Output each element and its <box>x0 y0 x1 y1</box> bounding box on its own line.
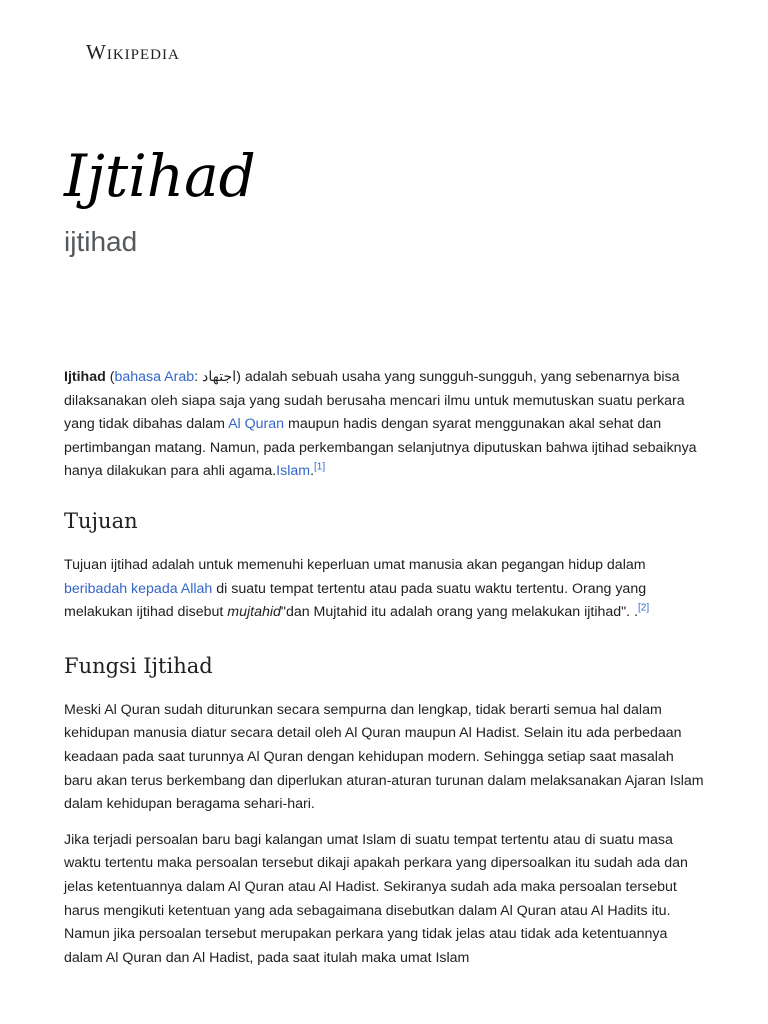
page-title: Ijtihad <box>64 142 256 210</box>
tujuan-mujtahid: mujtahid <box>227 604 281 621</box>
intro-open-paren: ( <box>105 369 115 385</box>
tujuan-text-1: Tujuan ijtihad adalah untuk memenuhi keperluan umat manusia akan pegangan hidup dalam <box>64 556 646 573</box>
heading-fungsi-ijtihad: Fungsi Ijtihad <box>64 653 213 678</box>
article-content <box>64 366 704 982</box>
intro-text-1: ) adalah sebuah usaha yang sungguh-sungguh, yang sebenarnya bisa dilaksanakan oleh siapa saja yang sudah berusaha mencari ilmu untuk memutuskan suatu perkara yang tidak dibahas dalam <box>64 369 685 433</box>
link-bahasa-arab[interactable]: bahasa Arab <box>114 369 195 385</box>
tujuan-paragraph <box>64 554 704 625</box>
page-subtitle: ijtihad <box>64 226 138 257</box>
link-beribadah-kepada-allah[interactable]: beribadah kepada Allah <box>64 580 213 597</box>
intro-paragraph <box>64 366 704 484</box>
reference-1[interactable]: [1] <box>314 461 326 473</box>
wikipedia-logo[interactable]: Wikipedia <box>86 40 180 64</box>
link-islam[interactable]: Islam <box>276 463 311 480</box>
link-al-quran[interactable]: Al Quran <box>228 416 285 433</box>
intro-arabic: : اجتهاد <box>194 369 237 385</box>
intro-text-2: maupun hadis dengan syarat menggunakan akal sehat dan pertimbangan matang. Namun, pada perkembangan selanjutnya diputuskan bahwa ijtihad sebaiknya hanya dilakukan para ahli agama. <box>64 416 697 480</box>
intro-term: Ijtihad <box>64 369 106 385</box>
tujuan-text-2: di suatu tempat tertentu atau pada suatu waktu tertentu. Orang yang melakukan ijtihad disebut <box>64 580 647 621</box>
fungsi-paragraph-1: Meski Al Quran sudah diturunkan secara sempurna dan lengkap, tidak berarti semua hal dalam kehidupan manusia diatur secara detail oleh Al Quran maupun Al Hadist. Selain itu ada perbedaan keadaan pada saat turunnya Al Quran dengan kehidupan modern. Sehingga setiap saat masalah baru akan terus berkembang dan diperlukan aturan-aturan turunan dalam melaksanakan Ajaran Islam dalam kehidupan beragama sehari-hari. <box>64 701 704 813</box>
intro-dot: . <box>310 463 315 480</box>
reference-2[interactable]: [2] <box>638 602 650 614</box>
fungsi-paragraph-2: Jika terjadi persoalan baru bagi kalangan umat Islam di suatu tempat tertentu atau di suatu masa waktu tertentu maka persoalan tersebut dikaji apakah perkara yang dipersoalkan itu sudah ada dan jelas ketentuannya dalam Al Quran atau Al Hadist. Sekiranya sudah ada maka persoalan tersebut harus mengikuti ketentuan yang ada sebagaimana disebutkan dalam Al Quran atau Al Hadits itu. Namun jika persoalan tersebut merupakan perkara yang tidak jelas atau tidak ada ketentuannya dalam Al Quran dan Al Hadist, pada saat itulah maka umat Islam <box>64 831 688 966</box>
tujuan-text-3: "dan Mujtahid itu adalah orang yang melakukan ijtihad". . <box>280 604 639 621</box>
heading-tujuan: Tujuan <box>64 508 138 533</box>
